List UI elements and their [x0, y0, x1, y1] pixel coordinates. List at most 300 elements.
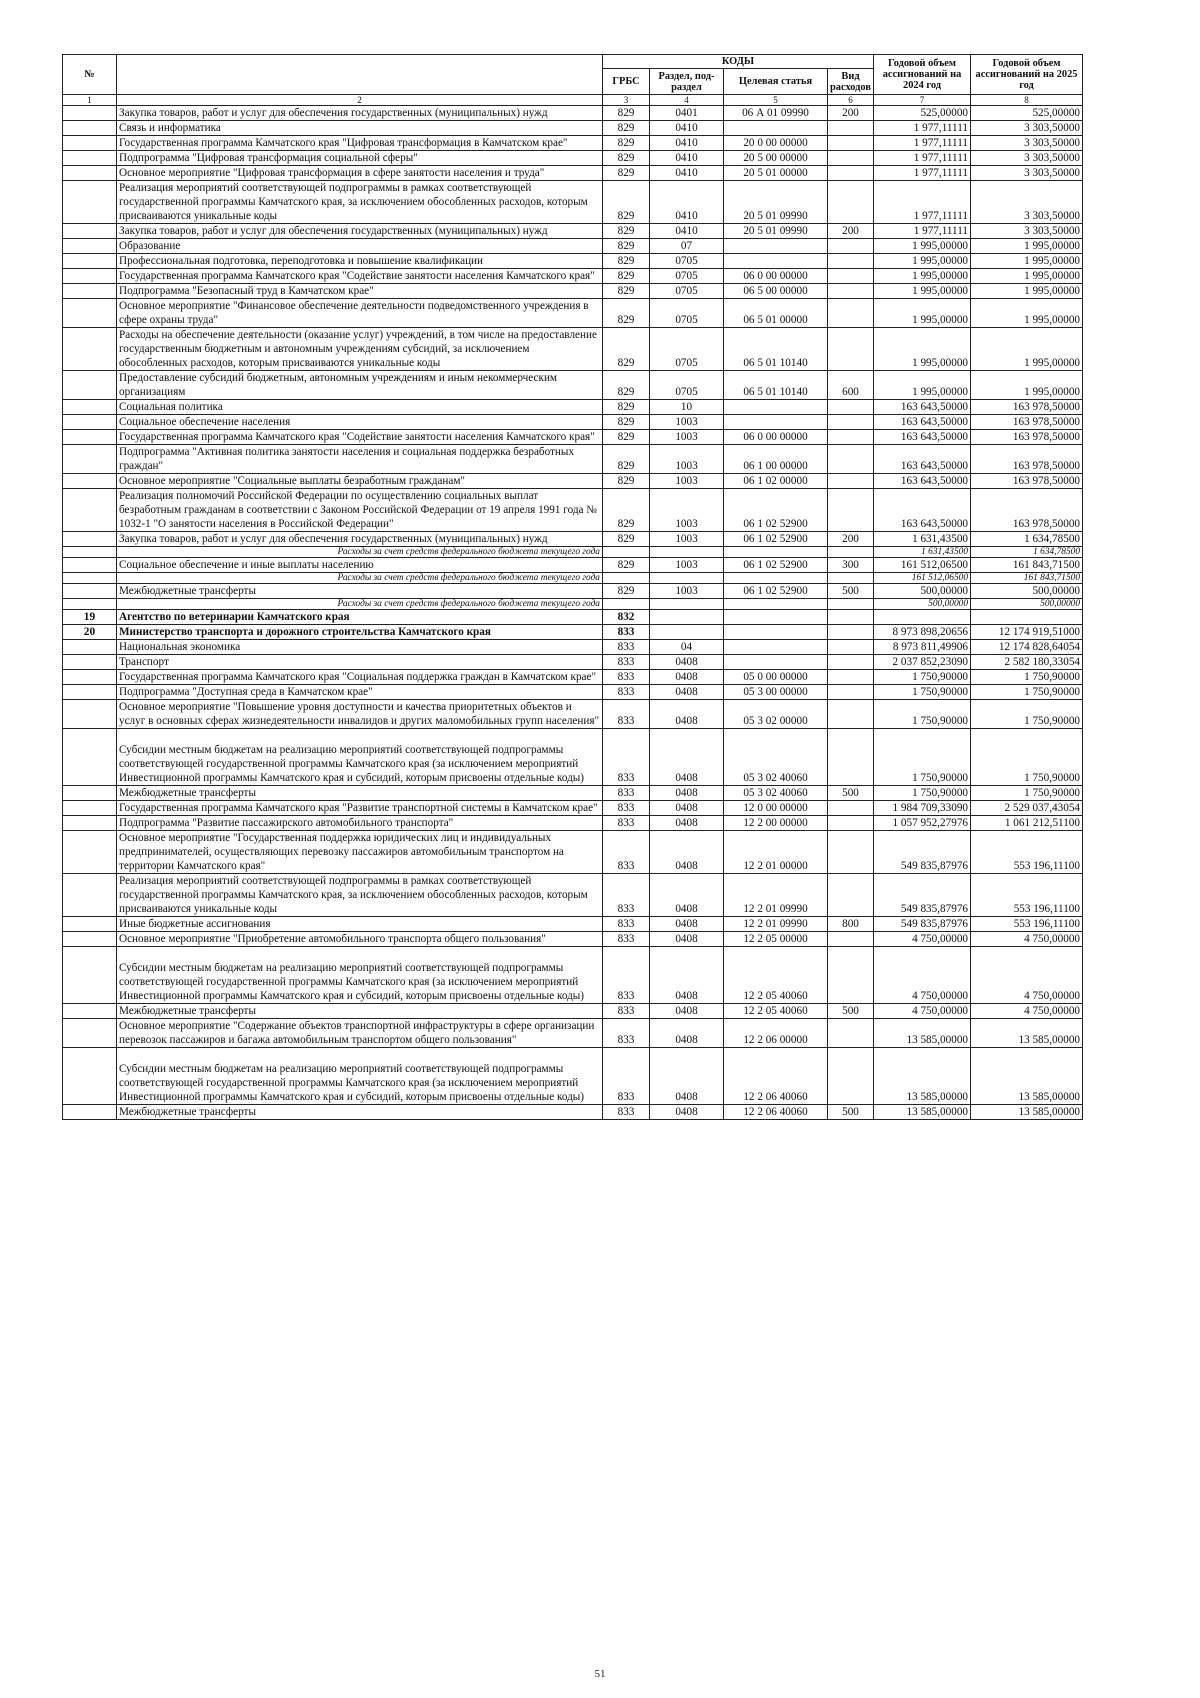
- grbs-code: 829: [603, 151, 650, 166]
- section-code: [650, 547, 724, 558]
- table-row: [63, 558, 1083, 573]
- grbs-code: 829: [603, 299, 650, 328]
- expense-type-code: [828, 700, 874, 729]
- row-number: [63, 136, 117, 151]
- row-number: [63, 1004, 117, 1019]
- expense-type-code: [828, 831, 874, 874]
- item-name: Государственная программа Камчатского края "Содействие занятости населения Камчатского края": [117, 269, 603, 284]
- item-name: Основное мероприятие "Социальные выплаты безработным гражданам": [117, 474, 603, 489]
- row-number: [63, 415, 117, 430]
- amount-2025: 12 174 919,51000: [971, 625, 1083, 640]
- amount-2024: 549 835,87976: [874, 874, 971, 917]
- table-row: [63, 181, 1083, 224]
- row-number: 19: [63, 610, 117, 625]
- expense-type-code: [828, 625, 874, 640]
- expense-type-code: [828, 547, 874, 558]
- table-row: [63, 947, 1083, 1004]
- target-article-code: 12 2 05 40060: [724, 947, 828, 1004]
- expense-type-code: [828, 599, 874, 610]
- row-number: [63, 547, 117, 558]
- row-number: [63, 947, 117, 1004]
- amount-2025: 1 995,00000: [971, 284, 1083, 299]
- row-number: [63, 1048, 117, 1105]
- section-code: 1003: [650, 415, 724, 430]
- target-article-code: 12 2 05 00000: [724, 932, 828, 947]
- target-article-code: 06 1 00 00000: [724, 445, 828, 474]
- amount-2025: 1 061 212,51100: [971, 816, 1083, 831]
- grbs-code: 829: [603, 445, 650, 474]
- column-number: 3: [603, 95, 650, 106]
- amount-2024: 1 995,00000: [874, 371, 971, 400]
- section-code: 0410: [650, 166, 724, 181]
- expense-type-code: [828, 573, 874, 584]
- amount-2024: 1 995,00000: [874, 254, 971, 269]
- item-name: Межбюджетные трансферты: [117, 584, 603, 599]
- amount-2024: 1 995,00000: [874, 269, 971, 284]
- item-name: Закупка товаров, работ и услуг для обеспечения государственных (муниципальных) нужд: [117, 106, 603, 121]
- table-row: [63, 670, 1083, 685]
- expense-type-code: [828, 610, 874, 625]
- amount-2024: 161 512,06500: [874, 558, 971, 573]
- amount-2025: 3 303,50000: [971, 121, 1083, 136]
- item-name: Реализация мероприятий соответствующей подпрограммы в рамках соответствующей государственной программы Камчатского края, за исключением обособленных расходов, которым присваиваются уникальные коды: [117, 181, 603, 224]
- amount-2024: 1 984 709,33090: [874, 801, 971, 816]
- row-number: [63, 917, 117, 932]
- amount-2025: 1 995,00000: [971, 239, 1083, 254]
- target-article-code: 06 0 00 00000: [724, 430, 828, 445]
- item-name: Образование: [117, 239, 603, 254]
- target-article-code: 20 5 00 00000: [724, 151, 828, 166]
- amount-2025: 161 843,71500: [971, 558, 1083, 573]
- razdel-header: Раздел, под-раздел: [650, 69, 724, 95]
- row-number: [63, 786, 117, 801]
- table-row: [63, 269, 1083, 284]
- amount-2025: 3 303,50000: [971, 166, 1083, 181]
- item-name: Социальная политика: [117, 400, 603, 415]
- item-name: Расходы за счет средств федерального бюджета текущего года: [117, 599, 603, 610]
- amount-2024: 1 995,00000: [874, 284, 971, 299]
- target-article-code: 06 5 01 00000: [724, 299, 828, 328]
- section-code: 0408: [650, 1048, 724, 1105]
- section-code: 0408: [650, 932, 724, 947]
- item-name: Иные бюджетные ассигнования: [117, 917, 603, 932]
- grbs-code: 829: [603, 269, 650, 284]
- grbs-code: 833: [603, 655, 650, 670]
- amount-2024: 1 995,00000: [874, 328, 971, 371]
- year-2024-header: Годовой объем ассигнований на 2024 год: [874, 55, 971, 95]
- row-number: [63, 532, 117, 547]
- item-name: Социальное обеспечение и иные выплаты населению: [117, 558, 603, 573]
- amount-2024: 8 973 898,20656: [874, 625, 971, 640]
- grbs-code: 833: [603, 947, 650, 1004]
- row-number: [63, 874, 117, 917]
- amount-2025: 163 978,50000: [971, 474, 1083, 489]
- item-name: Основное мероприятие "Повышение уровня доступности и качества приоритетных объектов и услуг в основных сферах жизнедеятельности инвалидов и других маломобильных групп населения": [117, 700, 603, 729]
- amount-2024: 163 643,50000: [874, 430, 971, 445]
- table-row: [63, 489, 1083, 532]
- amount-2024: 163 643,50000: [874, 474, 971, 489]
- target-article-code: 12 2 01 00000: [724, 831, 828, 874]
- row-number: [63, 670, 117, 685]
- target-article-code: 12 2 00 00000: [724, 816, 828, 831]
- target-article-code: 05 3 02 40060: [724, 786, 828, 801]
- item-name: Агентство по ветеринарии Камчатского края: [117, 610, 603, 625]
- row-number: [63, 640, 117, 655]
- amount-2025: 13 585,00000: [971, 1048, 1083, 1105]
- grbs-code: 829: [603, 284, 650, 299]
- row-number: [63, 328, 117, 371]
- section-code: 0705: [650, 254, 724, 269]
- amount-2024: 1 057 952,27976: [874, 816, 971, 831]
- amount-2024: 163 643,50000: [874, 400, 971, 415]
- table-row: [63, 932, 1083, 947]
- grbs-code: 829: [603, 371, 650, 400]
- table-body: [63, 106, 1083, 1120]
- item-name: Расходы за счет средств федерального бюджета текущего года: [117, 547, 603, 558]
- grbs-code: 829: [603, 430, 650, 445]
- target-article-code: 20 5 01 00000: [724, 166, 828, 181]
- expense-type-code: [828, 239, 874, 254]
- amount-2025: 12 174 828,64054: [971, 640, 1083, 655]
- target-article-code: 12 2 05 40060: [724, 1004, 828, 1019]
- item-name: Расходы за счет средств федерального бюджета текущего года: [117, 573, 603, 584]
- expense-type-code: [828, 400, 874, 415]
- expense-type-code: 600: [828, 371, 874, 400]
- row-number: [63, 685, 117, 700]
- amount-2025: 4 750,00000: [971, 932, 1083, 947]
- target-article-code: 12 2 06 40060: [724, 1048, 828, 1105]
- target-article-code: [724, 610, 828, 625]
- section-code: 1003: [650, 532, 724, 547]
- section-code: [650, 599, 724, 610]
- target-article-code: 06 1 02 00000: [724, 474, 828, 489]
- item-name: Субсидии местным бюджетам на реализацию мероприятий соответствующей подпрограммы соответствующей государственной программы Камчатского края (за исключением мероприятий Инвестиционной программы Камчатского края и субсидий, которым присвоены отдельные коды): [117, 729, 603, 786]
- section-code: 0705: [650, 284, 724, 299]
- section-code: 0410: [650, 121, 724, 136]
- grbs-code: 833: [603, 917, 650, 932]
- target-article-code: [724, 415, 828, 430]
- amount-2025: 163 978,50000: [971, 445, 1083, 474]
- table-row: [63, 400, 1083, 415]
- row-number: [63, 700, 117, 729]
- grbs-code: 833: [603, 1019, 650, 1048]
- grbs-code: 829: [603, 254, 650, 269]
- item-name: Государственная программа Камчатского края "Цифровая трансформация в Камчатском крае": [117, 136, 603, 151]
- section-code: 1003: [650, 584, 724, 599]
- expense-type-code: [828, 445, 874, 474]
- section-code: 0408: [650, 1019, 724, 1048]
- section-code: 1003: [650, 430, 724, 445]
- table-row: [63, 371, 1083, 400]
- item-name: Предоставление субсидий бюджетным, автономным учреждениям и иным некоммерческим организациям: [117, 371, 603, 400]
- amount-2024: 1 750,90000: [874, 670, 971, 685]
- table-row: [63, 700, 1083, 729]
- table-row: [63, 474, 1083, 489]
- item-name: Межбюджетные трансферты: [117, 1004, 603, 1019]
- row-number: [63, 816, 117, 831]
- grbs-code: 829: [603, 181, 650, 224]
- table-row: [63, 239, 1083, 254]
- item-name: Транспорт: [117, 655, 603, 670]
- section-code: 0408: [650, 947, 724, 1004]
- row-number: [63, 584, 117, 599]
- table-row: [63, 445, 1083, 474]
- table-row: [63, 224, 1083, 239]
- table-row: [63, 874, 1083, 917]
- table-row: [63, 299, 1083, 328]
- section-code: 0408: [650, 801, 724, 816]
- table-row: [63, 685, 1083, 700]
- grbs-code: 832: [603, 610, 650, 625]
- section-code: 0408: [650, 1105, 724, 1120]
- item-name: Национальная экономика: [117, 640, 603, 655]
- amount-2024: 500,00000: [874, 599, 971, 610]
- grbs-code: 829: [603, 106, 650, 121]
- table-row: [63, 328, 1083, 371]
- amount-2025: 1 750,90000: [971, 685, 1083, 700]
- item-name: Государственная программа Камчатского края "Социальная поддержка граждан в Камчатском крае": [117, 670, 603, 685]
- grbs-code: 833: [603, 932, 650, 947]
- section-code: 0705: [650, 328, 724, 371]
- amount-2024: 13 585,00000: [874, 1048, 971, 1105]
- section-code: 0410: [650, 151, 724, 166]
- column-number: 1: [63, 95, 117, 106]
- expense-type-code: 200: [828, 224, 874, 239]
- amount-2025: [971, 610, 1083, 625]
- target-article-code: [724, 400, 828, 415]
- expense-type-code: [828, 269, 874, 284]
- expense-type-code: [828, 655, 874, 670]
- row-number: [63, 239, 117, 254]
- num-header: №: [63, 55, 117, 95]
- section-code: 10: [650, 400, 724, 415]
- grbs-code: 833: [603, 670, 650, 685]
- table-row: [63, 584, 1083, 599]
- item-name: Подпрограмма "Доступная среда в Камчатском крае": [117, 685, 603, 700]
- target-article-code: 20 0 00 00000: [724, 136, 828, 151]
- row-number: [63, 284, 117, 299]
- target-article-code: [724, 599, 828, 610]
- grbs-code: 829: [603, 166, 650, 181]
- row-number: [63, 269, 117, 284]
- section-code: 1003: [650, 489, 724, 532]
- table-row: [63, 284, 1083, 299]
- section-code: 0410: [650, 224, 724, 239]
- amount-2024: 161 512,06500: [874, 573, 971, 584]
- row-number: 20: [63, 625, 117, 640]
- expense-type-code: [828, 1048, 874, 1105]
- row-number: [63, 932, 117, 947]
- expense-type-code: [828, 166, 874, 181]
- expense-type-code: [828, 328, 874, 371]
- row-number: [63, 151, 117, 166]
- grbs-code: 833: [603, 640, 650, 655]
- amount-2025: 2 582 180,33054: [971, 655, 1083, 670]
- column-number: 5: [724, 95, 828, 106]
- amount-2025: 1 995,00000: [971, 269, 1083, 284]
- table-row: [63, 801, 1083, 816]
- grbs-code: 829: [603, 136, 650, 151]
- target-article-code: [724, 625, 828, 640]
- grbs-code: 833: [603, 625, 650, 640]
- amount-2024: 1 750,90000: [874, 685, 971, 700]
- item-name: Расходы на обеспечение деятельности (оказание услуг) учреждений, в том числе на предоставление государственным бюджетным и автономным учреждениям субсидий, за исключением обособленных расходов, которым присваиваются уникальные коды: [117, 328, 603, 371]
- amount-2025: 3 303,50000: [971, 151, 1083, 166]
- amount-2025: 2 529 037,43054: [971, 801, 1083, 816]
- table-row: [63, 786, 1083, 801]
- amount-2025: 500,00000: [971, 599, 1083, 610]
- grbs-code: [603, 599, 650, 610]
- grbs-code: 829: [603, 474, 650, 489]
- section-code: 0408: [650, 831, 724, 874]
- amount-2025: 1 750,90000: [971, 786, 1083, 801]
- table-row: [63, 151, 1083, 166]
- amount-2025: 553 196,11100: [971, 874, 1083, 917]
- amount-2025: 4 750,00000: [971, 1004, 1083, 1019]
- item-name: Подпрограмма "Цифровая трансформация социальной сферы": [117, 151, 603, 166]
- table-row: [63, 430, 1083, 445]
- grbs-code: 833: [603, 700, 650, 729]
- grbs-code: 829: [603, 584, 650, 599]
- table-row: [63, 1004, 1083, 1019]
- grbs-code: 829: [603, 415, 650, 430]
- column-numbers-row: [63, 95, 1083, 106]
- amount-2024: 163 643,50000: [874, 445, 971, 474]
- table-row: [63, 1105, 1083, 1120]
- table-row: [63, 254, 1083, 269]
- section-code: 1003: [650, 445, 724, 474]
- item-name: Государственная программа Камчатского края "Развитие транспортной системы в Камчатском крае": [117, 801, 603, 816]
- expense-type-code: [828, 151, 874, 166]
- amount-2024: 2 037 852,23090: [874, 655, 971, 670]
- table-row: [63, 816, 1083, 831]
- row-number: [63, 599, 117, 610]
- grbs-code: [603, 547, 650, 558]
- amount-2025: 1 995,00000: [971, 371, 1083, 400]
- cel-header: Целевая статья: [724, 69, 828, 95]
- expense-type-code: [828, 181, 874, 224]
- amount-2024: 549 835,87976: [874, 831, 971, 874]
- row-number: [63, 181, 117, 224]
- expense-type-code: [828, 816, 874, 831]
- expense-type-code: [828, 489, 874, 532]
- target-article-code: 06 1 02 52900: [724, 584, 828, 599]
- table-row: [63, 917, 1083, 932]
- section-code: 0408: [650, 786, 724, 801]
- item-name: Основное мероприятие "Государственная поддержка юридических лиц и индивидуальных предпринимателей, осуществляющих перевозку пассажиров автомобильным транспортом на территории Камчатского края": [117, 831, 603, 874]
- section-code: 0408: [650, 700, 724, 729]
- amount-2025: 500,00000: [971, 584, 1083, 599]
- amount-2024: 4 750,00000: [874, 932, 971, 947]
- expense-type-code: [828, 640, 874, 655]
- row-number: [63, 445, 117, 474]
- section-code: 0408: [650, 655, 724, 670]
- expense-type-code: [828, 1019, 874, 1048]
- amount-2024: 1 631,43500: [874, 547, 971, 558]
- expense-type-code: [828, 685, 874, 700]
- item-name: Основное мероприятие "Приобретение автомобильного транспорта общего пользования": [117, 932, 603, 947]
- table-row: [63, 1019, 1083, 1048]
- amount-2025: 163 978,50000: [971, 400, 1083, 415]
- row-number: [63, 121, 117, 136]
- target-article-code: 05 0 00 00000: [724, 670, 828, 685]
- grbs-code: 833: [603, 729, 650, 786]
- amount-2025: 1 995,00000: [971, 254, 1083, 269]
- section-code: 0408: [650, 1004, 724, 1019]
- grbs-code: 829: [603, 224, 650, 239]
- target-article-code: 05 3 02 00000: [724, 700, 828, 729]
- expense-type-code: [828, 801, 874, 816]
- item-name: Основное мероприятие "Цифровая трансформация в сфере занятости населения и труда": [117, 166, 603, 181]
- amount-2024: 1 977,11111: [874, 136, 971, 151]
- target-article-code: 05 3 00 00000: [724, 685, 828, 700]
- expense-type-code: 500: [828, 1105, 874, 1120]
- item-name: Реализация мероприятий соответствующей подпрограммы в рамках соответствующей государственной программы Камчатского края, за исключением обособленных расходов, которым присваиваются уникальные коды: [117, 874, 603, 917]
- amount-2025: 161 843,71500: [971, 573, 1083, 584]
- amount-2024: [874, 610, 971, 625]
- expense-type-code: [828, 299, 874, 328]
- item-name: Подпрограмма "Активная политика занятости населения и социальная поддержка безработных граждан": [117, 445, 603, 474]
- grbs-code: 833: [603, 786, 650, 801]
- target-article-code: 20 5 01 09990: [724, 181, 828, 224]
- expense-type-code: [828, 874, 874, 917]
- amount-2024: 1 995,00000: [874, 299, 971, 328]
- grbs-code: 833: [603, 1004, 650, 1019]
- item-name: Субсидии местным бюджетам на реализацию мероприятий соответствующей подпрограммы соответствующей государственной программы Камчатского края (за исключением мероприятий Инвестиционной программы Камчатского края и субсидий, которым присвоены отдельные коды): [117, 947, 603, 1004]
- amount-2024: 1 750,90000: [874, 786, 971, 801]
- row-number: [63, 573, 117, 584]
- row-number: [63, 558, 117, 573]
- section-code: 0408: [650, 670, 724, 685]
- table-row: [63, 166, 1083, 181]
- target-article-code: 06 5 01 10140: [724, 371, 828, 400]
- amount-2024: 1 977,11111: [874, 224, 971, 239]
- column-number: 4: [650, 95, 724, 106]
- section-code: 0408: [650, 729, 724, 786]
- item-name: Социальное обеспечение населения: [117, 415, 603, 430]
- target-article-code: 06 5 01 10140: [724, 328, 828, 371]
- target-article-code: [724, 239, 828, 254]
- amount-2024: 1 977,11111: [874, 151, 971, 166]
- item-name: Закупка товаров, работ и услуг для обеспечения государственных (муниципальных) нужд: [117, 224, 603, 239]
- section-code: [650, 573, 724, 584]
- amount-2024: 163 643,50000: [874, 489, 971, 532]
- year-2025-header: Годовой объем ассигнований на 2025 год: [971, 55, 1083, 95]
- amount-2024: 500,00000: [874, 584, 971, 599]
- grbs-code: 829: [603, 121, 650, 136]
- grbs-code: 833: [603, 1105, 650, 1120]
- name-header: [117, 55, 603, 95]
- target-article-code: [724, 640, 828, 655]
- amount-2024: 1 977,11111: [874, 166, 971, 181]
- target-article-code: 06 1 02 52900: [724, 532, 828, 547]
- vid-header: Вид расходов: [828, 69, 874, 95]
- table-row: [63, 415, 1083, 430]
- expense-type-code: [828, 932, 874, 947]
- section-code: 0401: [650, 106, 724, 121]
- grbs-code: 833: [603, 1048, 650, 1105]
- expense-type-code: 800: [828, 917, 874, 932]
- budget-table: [62, 54, 1083, 1120]
- grbs-code: [603, 573, 650, 584]
- item-name: Подпрограмма "Развитие пассажирского автомобильного транспорта": [117, 816, 603, 831]
- row-number: [63, 106, 117, 121]
- item-name: Подпрограмма "Безопасный труд в Камчатском крае": [117, 284, 603, 299]
- target-article-code: 12 2 06 40060: [724, 1105, 828, 1120]
- amount-2025: 13 585,00000: [971, 1105, 1083, 1120]
- row-number: [63, 655, 117, 670]
- row-number: [63, 254, 117, 269]
